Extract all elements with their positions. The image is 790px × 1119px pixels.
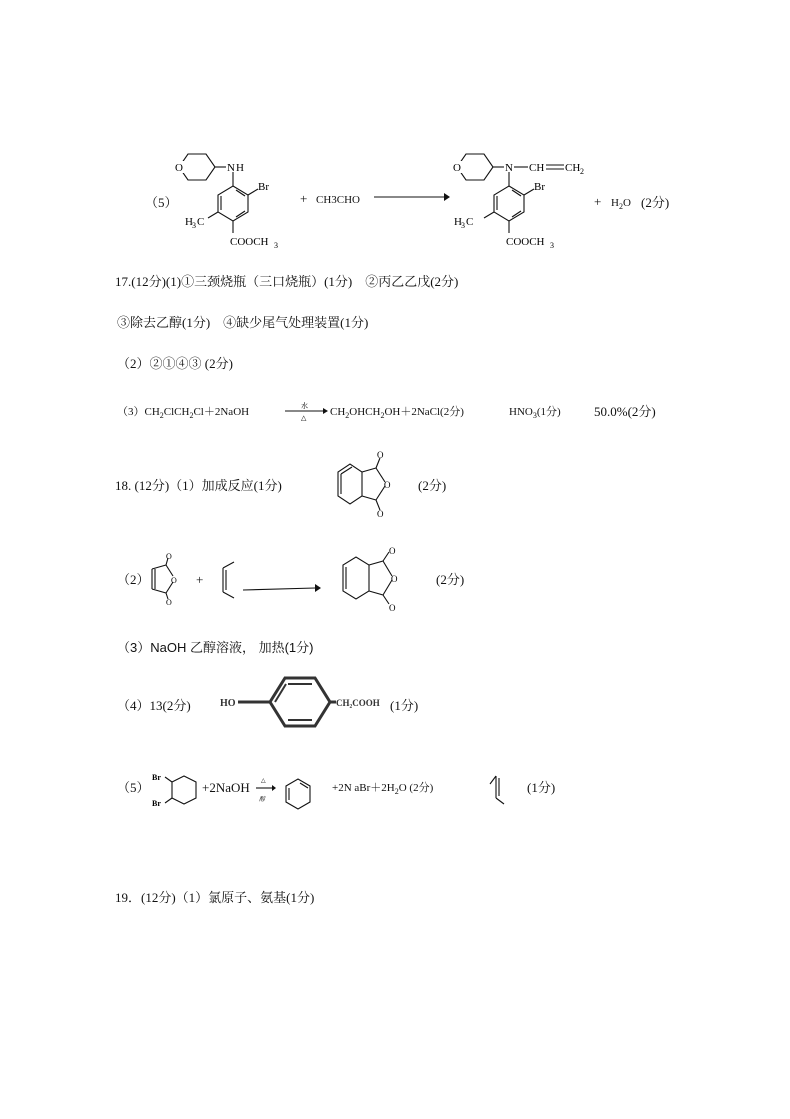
q18-5-number: （5）	[117, 780, 150, 795]
svg-text:N: N	[505, 162, 513, 174]
svg-text:O: O	[384, 480, 391, 490]
svg-text:CH: CH	[529, 162, 545, 174]
q18-4-score: (1分)	[390, 698, 419, 713]
svg-text:O: O	[389, 546, 396, 556]
q18-2-number: （2）	[117, 572, 150, 587]
reagent-acetaldehyde: CH3CHO	[316, 194, 361, 206]
q18-2-reaction-arrow	[243, 582, 323, 596]
q18-2-product-structure	[343, 545, 413, 613]
svg-text:O: O	[389, 603, 396, 613]
2-butene-structure	[490, 774, 518, 806]
eq-part: ClCH	[163, 406, 190, 418]
q16-5-score: (2分)	[641, 195, 670, 210]
q18-1-product-structure	[338, 450, 408, 519]
svg-text:CH: CH	[565, 162, 581, 174]
q17-line-2: ③除去乙醇(1分) ④缺少尾气处理装置(1分)	[117, 315, 369, 330]
svg-text:O: O	[171, 576, 177, 585]
maleic-anhydride-structure	[148, 552, 188, 607]
svg-text:COOCH: COOCH	[230, 236, 269, 248]
eq-sub: 2	[345, 411, 350, 421]
svg-text:Br: Br	[152, 799, 161, 808]
svg-text:C: C	[197, 216, 205, 228]
q18-5-naoh: +2NaOH	[202, 780, 250, 795]
q18-1-score: (2分)	[418, 478, 447, 493]
svg-text:N: N	[227, 162, 235, 174]
eq-part: OHCH	[349, 406, 381, 418]
svg-text:H: H	[236, 162, 244, 174]
reaction-arrow	[374, 190, 449, 204]
eq-sub: 2	[189, 411, 194, 421]
svg-text:3: 3	[274, 241, 278, 250]
eq-part: CH	[330, 406, 346, 418]
svg-text:H: H	[185, 216, 193, 228]
eq-sub: 2	[159, 411, 164, 421]
svg-text:CH₂COOH: CH₂COOH	[336, 698, 380, 708]
q18-5-score: (1分)	[527, 780, 556, 795]
q17-line-3: （2）②①④③ (2分)	[117, 356, 233, 371]
svg-text:HO: HO	[220, 698, 236, 709]
svg-text:Br: Br	[258, 181, 269, 193]
water-o: O	[622, 197, 631, 209]
svg-text:O: O	[166, 598, 172, 607]
svg-text:3: 3	[461, 221, 465, 230]
svg-text:3: 3	[550, 241, 554, 250]
hno3-score: (1分)	[536, 406, 561, 418]
svg-text:△: △	[301, 414, 307, 422]
product-structure	[448, 150, 598, 250]
q19-line-1: 19．(12分)（1）氯原子、氨基(1分)	[115, 890, 315, 905]
q18-head: 18. (12分)（1）加成反应(1分)	[115, 478, 282, 493]
plus-sign-2: +	[594, 194, 602, 209]
q17-yield: 50.0%(2分)	[594, 404, 656, 419]
q18-2-score: (2分)	[436, 572, 465, 587]
water-product	[611, 195, 631, 215]
butadiene-structure	[220, 562, 244, 602]
water-h: H	[611, 197, 619, 209]
q17-nitric-acid	[509, 404, 561, 424]
svg-text:O: O	[391, 574, 398, 584]
products-sub: 2	[394, 787, 399, 797]
dibromocyclohexane-structure	[148, 770, 204, 810]
q18-3: （3）NaOH 乙醇溶液， 加热(1分)	[117, 640, 314, 655]
svg-text:2: 2	[580, 167, 584, 176]
q18-2-plus: +	[196, 572, 204, 587]
svg-text:C: C	[466, 216, 474, 228]
svg-text:O: O	[166, 552, 172, 561]
water-sub: 2	[618, 202, 623, 212]
q17-condition-arrow	[285, 401, 329, 423]
svg-text:水: 水	[301, 402, 308, 410]
svg-text:△: △	[261, 778, 266, 784]
q18-5-condition-arrow	[256, 775, 278, 805]
cyclohexadiene-structure	[280, 776, 320, 816]
hno3: HNO	[509, 406, 533, 418]
svg-text:H: H	[454, 216, 462, 228]
eq-sub: 2	[380, 411, 385, 421]
hno3-sub: 3	[532, 411, 537, 421]
eq-part: OH＋2NaCl(2分)	[384, 406, 464, 418]
plus-sign: +	[300, 191, 308, 206]
svg-text:Br: Br	[534, 181, 545, 193]
eq-part: （3）CH	[117, 406, 160, 418]
q18-5-products	[332, 780, 433, 800]
svg-text:3: 3	[192, 221, 196, 230]
q17-line-1: 17.(12分)(1)①三颈烧瓶（三口烧瓶）(1分) ②丙乙乙戊(2分)	[115, 274, 459, 289]
q17-line-4-products	[330, 404, 464, 424]
svg-text:醇: 醇	[259, 797, 266, 803]
products-tail: O (2分)	[398, 782, 434, 794]
q18-4-number: （4）13(2分)	[117, 698, 191, 713]
svg-text:COOCH: COOCH	[506, 236, 545, 248]
svg-text:O: O	[377, 509, 384, 519]
reactant-structure	[170, 150, 300, 250]
svg-text:O: O	[175, 162, 183, 174]
svg-text:O: O	[377, 450, 384, 460]
products-text: +2N aBr＋2H	[332, 782, 395, 794]
hydroxyphenylacetic-acid-structure	[218, 674, 388, 732]
q17-line-4-equation	[117, 404, 249, 424]
eq-part: Cl＋2NaOH	[193, 406, 250, 418]
q16-5-number: （5）	[145, 195, 178, 210]
svg-text:O: O	[453, 162, 461, 174]
svg-text:Br: Br	[152, 773, 161, 782]
